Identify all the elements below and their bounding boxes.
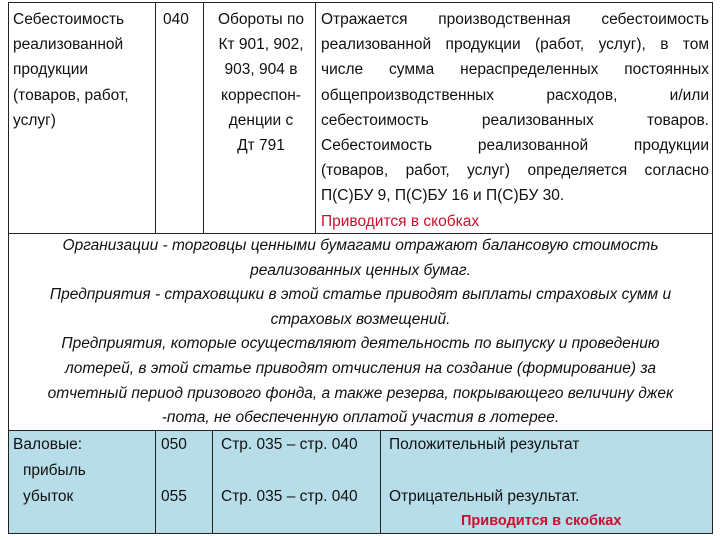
column-divider	[380, 431, 381, 533]
profit-code: 050	[161, 436, 187, 453]
note-line: страховых возмещений.	[270, 310, 451, 328]
top-table-row	[8, 2, 713, 234]
line-code: 040	[163, 11, 189, 28]
description-line: реализованной продукции (работ, услуг), в том	[321, 36, 709, 54]
description-line: себестоимость реализованных товаров.	[321, 111, 709, 129]
loss-code: 055	[161, 488, 187, 505]
item-name-cell	[13, 7, 158, 133]
description-line: общепроизводственных расходов, и/или	[321, 86, 709, 104]
description-line: Себестоимость реализованной продукции	[321, 137, 709, 155]
profit-result: Положительный результат	[389, 436, 580, 453]
item-name-line: (товаров, работ,	[13, 86, 129, 104]
source-line: корреспон-	[221, 86, 301, 104]
gross-result-table	[8, 430, 713, 534]
column-divider	[155, 431, 156, 533]
note-line: отчетный период призового фонда, а также резерва, покрывающего величину джек	[47, 384, 674, 402]
column-divider	[315, 3, 316, 233]
line-code-cell	[163, 7, 203, 32]
note-line: лотерей, в этой статье приводят отчисления на создание (формирование) за	[64, 359, 657, 377]
note-line: -пота, не обеспеченную оплатой участия в лотерее.	[161, 409, 560, 427]
item-name-line: услуг)	[13, 111, 56, 129]
italic-notes	[8, 234, 713, 430]
note-line: Организации - торговцы ценными бумагами отражают балансовую стоимость	[62, 237, 659, 254]
note-line: Предприятия, которые осуществляют деятельность по выпуску и проведению	[61, 335, 660, 353]
loss-formula: Стр. 035 – стр. 040	[221, 488, 358, 505]
loss-brackets-note: Приводится в скобках	[461, 513, 622, 529]
source-line: 903, 904 в	[224, 61, 298, 79]
loss-label: убыток	[23, 488, 74, 505]
description-cell	[321, 7, 709, 234]
item-name-line: Себестоимость	[13, 11, 125, 28]
gross-label: Валовые:	[13, 436, 83, 453]
profit-label: прибыль	[23, 462, 86, 479]
description-line: П(С)БУ 9, П(С)БУ 16 и П(С)БУ 30.	[321, 187, 565, 205]
description-line: (товаров, работ, услуг) определяется согласно	[321, 162, 709, 180]
item-name-line: продукции	[13, 61, 89, 79]
profit-formula: Стр. 035 – стр. 040	[221, 436, 358, 453]
item-name-line: реализованной	[13, 36, 124, 54]
source-cell	[207, 7, 315, 158]
note-line: реализованных ценных бумаг.	[250, 261, 471, 279]
description-line: Отражается производственная себестоимость	[321, 11, 709, 28]
note-line: Предприятия - страховщики в этой статье приводят выплаты страховых сумм и	[49, 286, 672, 304]
source-line: Дт 791	[237, 137, 285, 155]
source-line: денции с	[228, 111, 294, 129]
brackets-note: Приводится в скобках	[321, 212, 480, 230]
column-divider	[203, 3, 204, 233]
source-line: Кт 901, 902,	[218, 36, 304, 54]
description-line: числе сумма нераспределенных постоянных	[321, 61, 709, 79]
source-line: Обороты по	[217, 11, 304, 28]
column-divider	[212, 431, 213, 533]
loss-result: Отрицательный результат.	[389, 488, 580, 505]
